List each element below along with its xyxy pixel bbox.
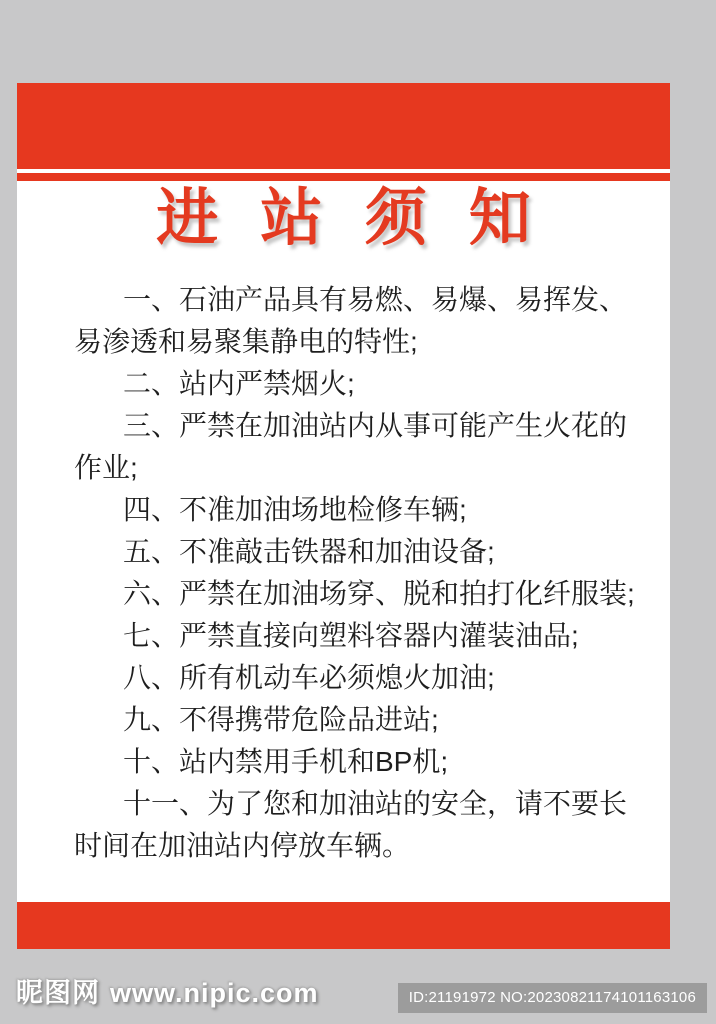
poster-title: 进站须知 (156, 184, 573, 253)
notice-poster (17, 83, 670, 949)
notice-item-4: 四、不准加油场地检修车辆; (123, 494, 467, 525)
notice-item-2: 二、站内严禁烟火; (123, 368, 355, 399)
notice-item-11: 十一、为了您和加油站的安全，请不要长时间在加油站内停放车辆。 (74, 788, 628, 861)
notice-item-7: 七、严禁直接向塑料容器内灌装油品; (123, 620, 579, 651)
footer-red-band (17, 902, 670, 949)
nipic-logo (16, 978, 319, 1008)
notice-item-1: 一、石油产品具有易燃、易爆、易挥发、易渗透和易聚集静电的特性; (74, 284, 628, 357)
notice-item-6: 六、严禁在加油场穿、脱和拍打化纤服装; (123, 578, 635, 609)
image-id-badge: ID:21191972 NO:20230821174101163106 (398, 983, 707, 1013)
notice-item-10: 十、站内禁用手机和BP机; (123, 746, 449, 777)
header-red-stripe (17, 173, 670, 181)
notice-item-5: 五、不准敲击铁器和加油设备; (123, 536, 495, 567)
notice-item-3: 三、严禁在加油站内从事可能产生火花的作业; (74, 410, 628, 483)
notice-item-8: 八、所有机动车必须熄火加油; (123, 662, 495, 693)
nipic-logo-text: 昵图网 (16, 978, 100, 1008)
notice-list (17, 279, 670, 867)
nipic-url: www.nipic.com (110, 978, 319, 1008)
header-red-band (17, 83, 670, 169)
notice-item-9: 九、不得携带危险品进站; (123, 704, 439, 735)
watermark-bar (0, 950, 716, 1024)
